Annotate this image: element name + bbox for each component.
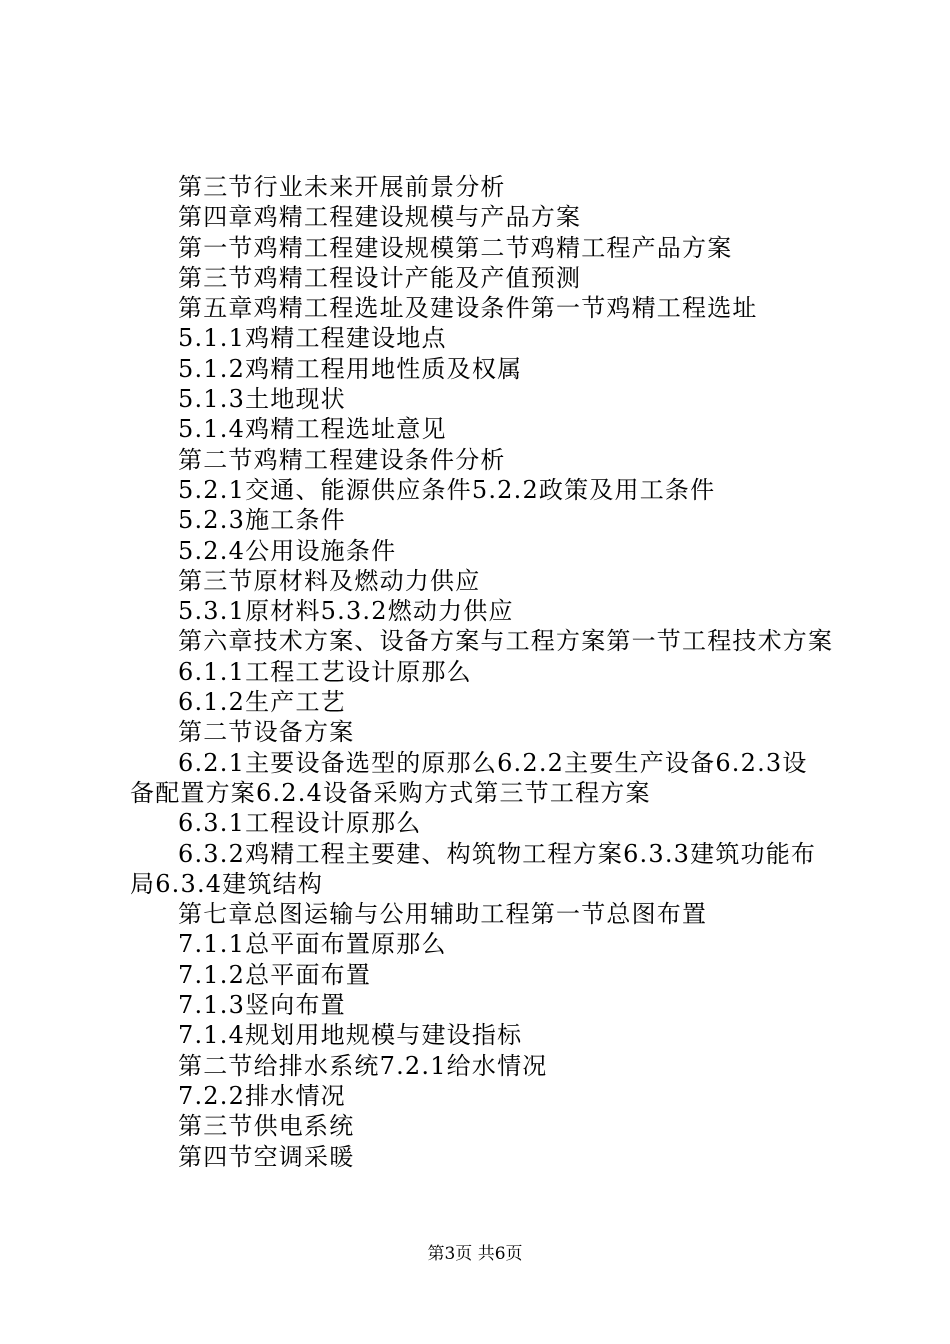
text-line: 7.1.2总平面布置	[178, 960, 372, 989]
chapter-heading: 第六章技术方案、设备方案与工程方案第一节工程技术方案	[178, 627, 834, 656]
text-line: 第二节鸡精工程建设条件分析	[178, 445, 506, 474]
chapter-heading: 第五章鸡精工程选址及建设条件第一节鸡精工程选址	[178, 294, 758, 323]
text-line: 第三节供电系统	[178, 1112, 355, 1141]
text-line: 5.1.1鸡精工程建设地点	[178, 324, 447, 353]
text-paragraph: 6.3.2鸡精工程主要建、构筑物工程方案6.3.3建筑功能布局6.3.4建筑结构	[130, 839, 817, 898]
text-line: 第三节原材料及燃动力供应	[178, 566, 481, 595]
text-line: 第四节空调采暖	[178, 1142, 355, 1171]
text-paragraph: 6.2.1主要设备选型的原那么6.2.2主要生产设备6.2.3设备配置方案6.2.4设备采购方式第三节工程方案	[130, 748, 808, 807]
document-body	[130, 172, 850, 1172]
text-line: 7.1.3竖向布置	[178, 991, 346, 1020]
text-line: 第一节鸡精工程建设规模第二节鸡精工程产品方案	[178, 233, 733, 262]
text-line: 5.2.3施工条件	[178, 506, 346, 535]
text-line: 5.1.2鸡精工程用地性质及权属	[178, 354, 523, 383]
text-line: 5.1.4鸡精工程选址意见	[178, 415, 447, 444]
text-line: 5.2.1交通、能源供应条件5.2.2政策及用工条件	[178, 475, 716, 504]
page-number-footer: 第3页 共6页	[427, 1244, 523, 1264]
text-line: 第三节鸡精工程设计产能及产值预测	[178, 263, 582, 292]
chapter-heading: 第四章鸡精工程建设规模与产品方案	[178, 203, 582, 232]
text-line: 5.3.1原材料5.3.2燃动力供应	[178, 597, 514, 626]
text-line: 5.1.3土地现状	[178, 385, 346, 414]
text-line: 6.1.2生产工艺	[178, 688, 346, 717]
text-line: 第三节行业未来开展前景分析	[178, 173, 506, 201]
text-line: 7.1.4规划用地规模与建设指标	[178, 1021, 523, 1050]
text-line: 7.2.2排水情况	[178, 1081, 346, 1110]
chapter-heading: 第七章总图运输与公用辅助工程第一节总图布置	[178, 900, 708, 929]
text-line: 第二节设备方案	[178, 718, 355, 747]
text-line: 6.3.1工程设计原那么	[178, 809, 422, 838]
text-line: 6.1.1工程工艺设计原那么	[178, 657, 472, 686]
text-line: 5.2.4公用设施条件	[178, 536, 397, 565]
text-line: 7.1.1总平面布置原那么	[178, 930, 447, 959]
text-line: 第二节给排水系统7.2.1给水情况	[178, 1051, 548, 1080]
